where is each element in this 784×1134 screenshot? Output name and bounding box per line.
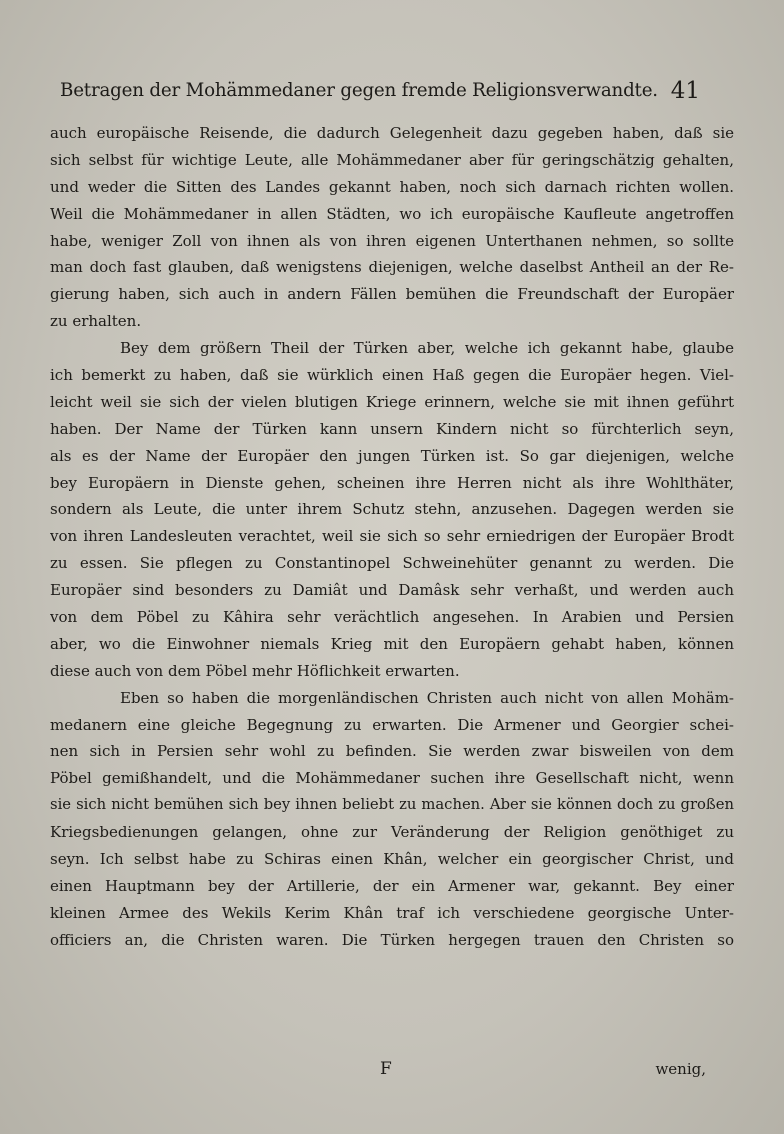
text-line: und weder die Sitten des Landes gekannt haben, noch sich darnach richten wollen. <box>50 177 734 196</box>
text-line: kleinen Armee des Wekils Kerim Khân traf ich verschiedene georgische Unter- <box>50 903 734 922</box>
text-line: medanern eine gleiche Begegnung zu erwarten. Die Armener und Georgier schei- <box>50 715 734 734</box>
page-header <box>60 74 700 108</box>
text-line: zu erhalten. <box>50 312 142 331</box>
text-line: seyn. Ich selbst habe zu Schiras einen Khân, welcher ein georgischer Christ, und <box>50 850 734 869</box>
text-line: gierung haben, sich auch in andern Fällen bemühen die Freundschaft der Europäer <box>50 285 734 304</box>
text-line: sich selbst für wichtige Leute, alle Mohämmedaner aber für geringschätzig gehalten, <box>50 150 734 169</box>
text-line: zu essen. Sie pflegen zu Constantinopel Schweinehüter genannt zu werden. Die <box>50 554 734 573</box>
text-line: als es der Name der Europäer den jungen Türken ist. So gar diejenigen, welche <box>50 446 734 465</box>
paragraph-start-line: Eben so haben die morgenländischen Christen auch nicht von allen Mohäm- <box>120 688 734 707</box>
page-footer <box>50 1054 734 1084</box>
text-line: aber, wo die Einwohner niemals Krieg mit den Europäern gehabt haben, können <box>50 634 734 653</box>
text-line: man doch fast glauben, daß wenigstens diejenigen, welche daselbst Antheil an der Re- <box>50 258 734 277</box>
text-line: nen sich in Persien sehr wohl zu befinden. Sie werden zwar bisweilen von dem <box>50 742 734 761</box>
catchword: wenig, <box>655 1060 706 1078</box>
text-line: von dem Pöbel zu Kâhira sehr verächtlich angesehen. In Arabien und Persien <box>50 608 734 627</box>
text-line: einen Hauptmann bey der Artillerie, der ein Armener war, gekannt. Bey einer <box>50 876 734 895</box>
text-line: officiers an, die Christen waren. Die Türken hergegen trauen den Christen so <box>50 930 734 949</box>
running-title: Betragen der Mohämmedaner gegen fremde Religionsverwandte. <box>60 80 658 101</box>
text-line: haben. Der Name der Türken kann unsern Kindern nicht so fürchterlich seyn, <box>50 419 734 438</box>
text-line: habe, weniger Zoll von ihnen als von ihren eigenen Unterthanen nehmen, so sollte <box>50 231 734 250</box>
page-number: 41 <box>670 78 700 104</box>
body-text <box>50 120 734 954</box>
text-line: diese auch von dem Pöbel mehr Höflichkeit erwarten. <box>50 661 460 680</box>
text-line: Europäer sind besonders zu Damiât und Damâsk sehr verhaßt, und werden auch <box>50 581 734 600</box>
text-line: auch europäische Reisende, die dadurch Gelegenheit dazu gegeben haben, daß sie <box>50 124 734 142</box>
text-line: leicht weil sie sich der vielen blutigen Kriege erinnern, welche sie mit ihnen geführt <box>50 392 734 411</box>
paragraph-start-line: Bey dem größern Theil der Türken aber, welche ich gekannt habe, glaube <box>120 339 734 358</box>
text-line: sie sich nicht bemühen sich bey ihnen beliebt zu machen. Aber sie können doch zu großen <box>50 796 734 814</box>
text-line: sondern als Leute, die unter ihrem Schutz stehn, anzusehen. Dagegen werden sie <box>50 500 734 519</box>
text-line: Pöbel gemißhandelt, und die Mohämmedaner suchen ihre Gesellschaft nicht, wenn <box>50 769 734 788</box>
signature-mark: F <box>380 1059 392 1079</box>
text-line: Kriegsbedienungen gelangen, ohne zur Veränderung der Religion genöthiget zu <box>50 823 734 842</box>
text-line: ich bemerkt zu haben, daß sie würklich einen Haß gegen die Europäer hegen. Viel- <box>50 366 734 385</box>
text-line: von ihren Landesleuten verachtet, weil sie sich so sehr erniedrigen der Europäer Brodt <box>50 527 734 546</box>
text-line: Weil die Mohämmedaner in allen Städten, wo ich europäische Kaufleute angetroffen <box>50 204 734 223</box>
text-line: bey Europäern in Dienste gehen, scheinen ihre Herren nicht als ihre Wohlthäter, <box>50 473 734 492</box>
